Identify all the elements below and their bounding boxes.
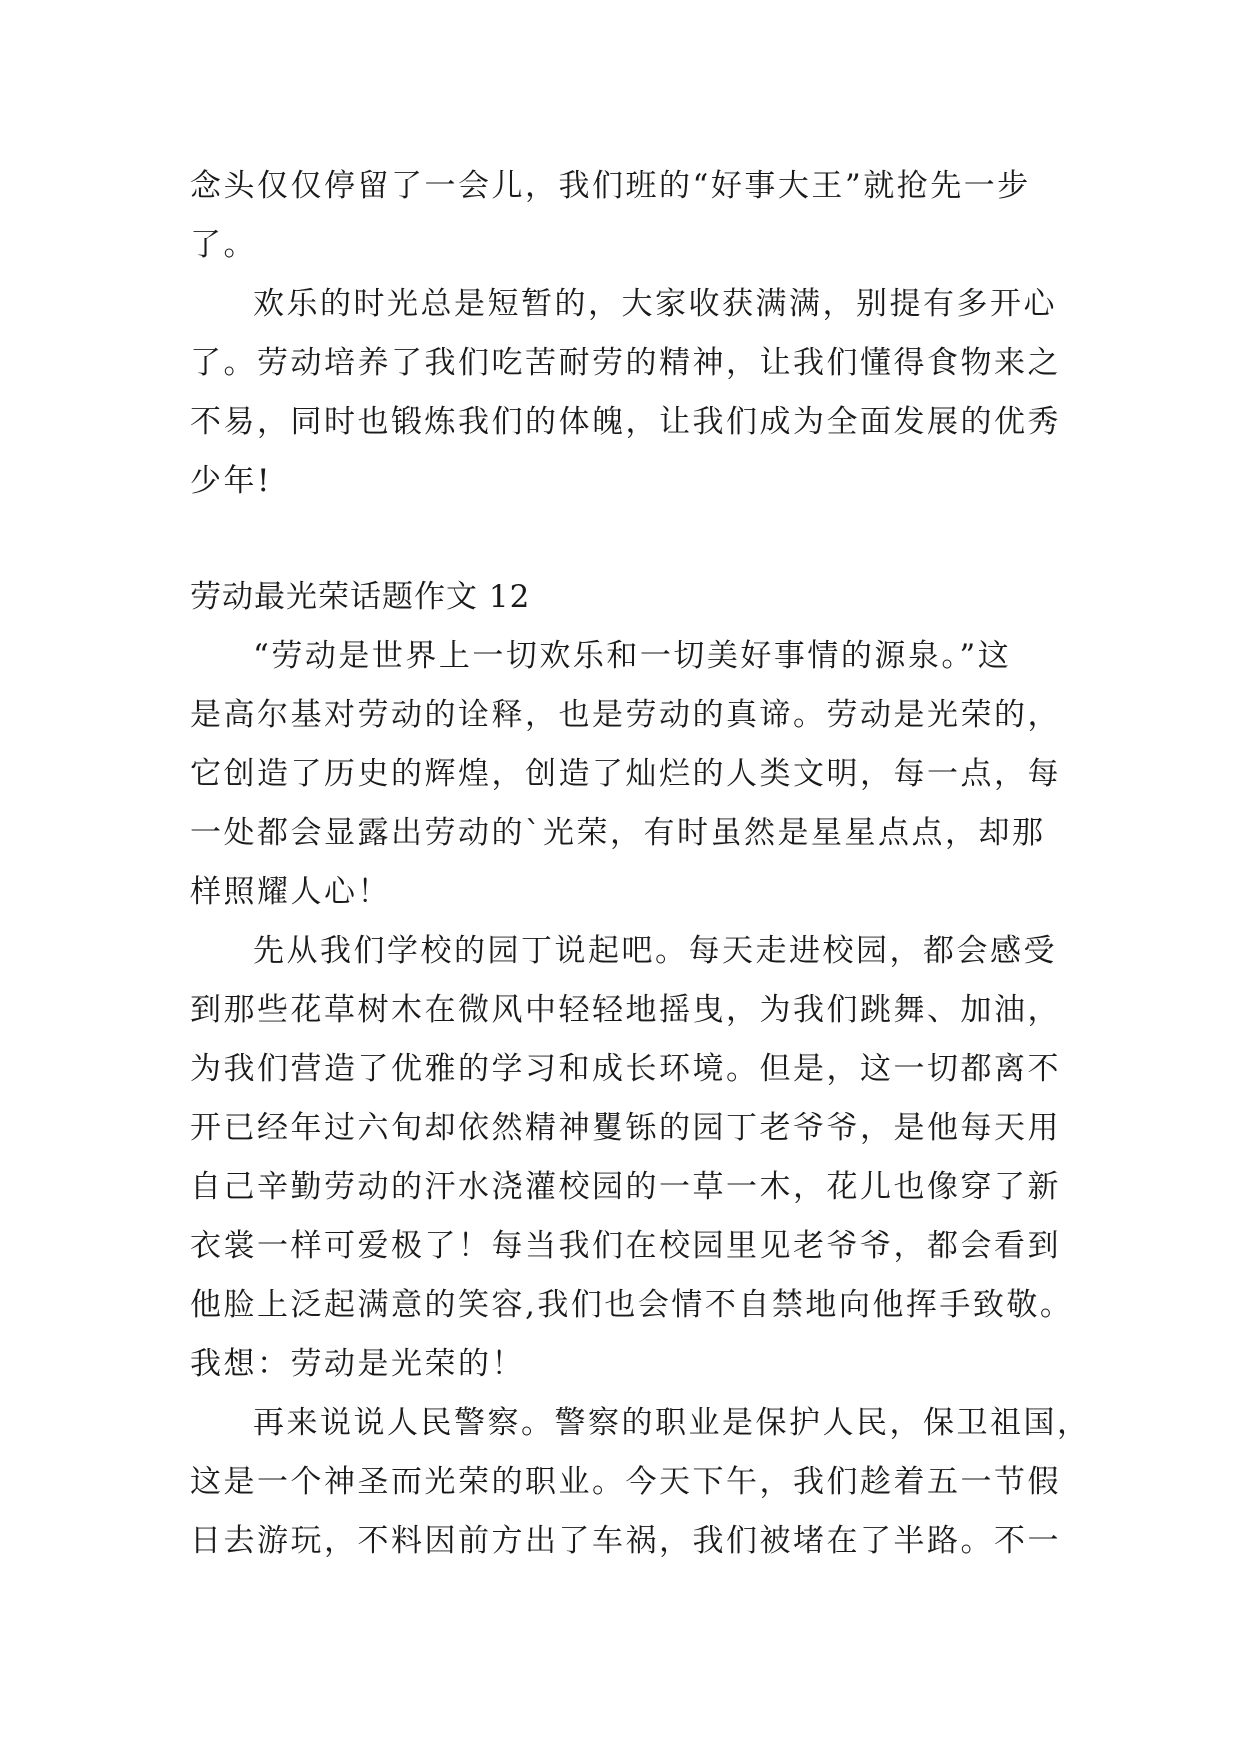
text-line: 一处都会显露出劳动的`光荣，有时虽然是星星点点，却那 [190,815,1046,851]
text-line: 到那些花草树木在微风中轻轻地摇曳，为我们跳舞、加油， [190,992,1061,1028]
text-line: 我想：劳动是光荣的！ [190,1346,525,1382]
text-line: 自己辛勤劳动的汗水浇灌校园的一草一木，花儿也像穿了新 [190,1169,1061,1205]
text-line: 是高尔基对劳动的诠释，也是劳动的真谛。劳动是光荣的， [190,697,1061,733]
text-line: 样照耀人心！ [190,874,391,910]
text-line: 了。劳动培养了我们吃苦耐劳的精神，让我们懂得食物来之 [190,345,1061,381]
text-line: 衣裳一样可爱极了！每当我们在校园里见老爷爷，都会看到 [190,1228,1061,1264]
text-line: 日去游玩，不料因前方出了车祸，我们被堵在了半路。不一 [190,1523,1061,1559]
section-heading: 劳动最光荣话题作文 12 [190,579,531,615]
text-line: 不易，同时也锻炼我们的体魄，让我们成为全面发展的优秀 [190,404,1061,440]
paragraph-first-line: 欢乐的时光总是短暂的，大家收获满满，别提有多开心 [253,286,1057,322]
text-line: 了。 [190,227,257,263]
text-line: 它创造了历史的辉煌，创造了灿烂的人类文明，每一点，每 [190,756,1061,792]
text-line: 他脸上泛起满意的笑容,我们也会情不自禁地向他挥手致敬。 [190,1287,1074,1323]
paragraph-first-line: 先从我们学校的园丁说起吧。每天走进校园，都会感受 [253,933,1057,969]
text-line: 开已经年过六旬却依然精神矍铄的园丁老爷爷，是他每天用 [190,1110,1061,1146]
text-line: 少年! [190,463,272,499]
text-line: 念头仅仅停留了一会儿，我们班的“好事大王”就抢先一步 [190,168,1031,204]
paragraph-first-line: “劳动是世界上一切欢乐和一切美好事情的源泉。”这 [253,638,1012,674]
paragraph-first-line: 再来说说人民警察。警察的职业是保护人民，保卫祖国， [253,1405,1091,1441]
text-line: 为我们营造了优雅的学习和成长环境。但是，这一切都离不 [190,1051,1061,1087]
text-line: 这是一个神圣而光荣的职业。今天下午，我们趁着五一节假 [190,1464,1061,1500]
